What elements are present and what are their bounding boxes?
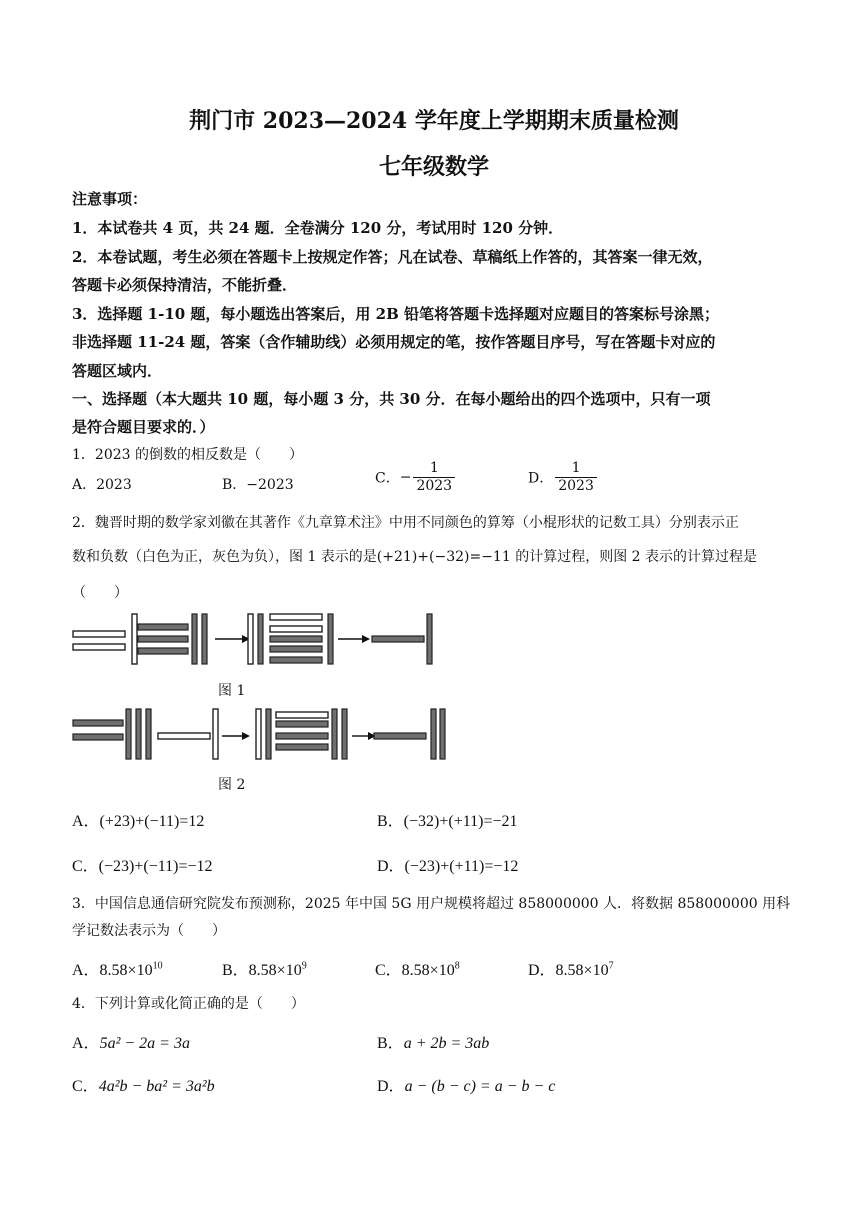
gray-rod	[258, 614, 263, 664]
white-rod	[270, 626, 322, 632]
option-base: C．8.58×10	[375, 962, 455, 979]
gray-rod	[266, 709, 271, 759]
gray-rod	[431, 709, 436, 759]
gray-rod	[138, 648, 188, 654]
notes-heading: 注意事项：	[72, 190, 148, 208]
question-2-option-a: A．(+23)+(−11)=12	[72, 813, 205, 830]
gray-rod	[276, 721, 328, 727]
gray-rod	[126, 709, 131, 759]
gray-rod	[136, 709, 141, 759]
option-c-sign: −	[399, 469, 412, 486]
white-rod	[73, 631, 125, 637]
option-expression: 5a² − 2a = 3a	[99, 1035, 190, 1052]
option-label: A．	[72, 1035, 100, 1052]
option-base: D．8.58×10	[528, 962, 609, 979]
exam-subtitle: 七年级数学	[378, 154, 489, 180]
gray-rod	[440, 709, 445, 759]
notes-item-2-line-1: 2．本卷试题，考生必须在答题卡上按规定作答；凡在试卷、草稿纸上作答的，其答案一律无效，	[72, 248, 713, 266]
gray-rod	[276, 733, 328, 739]
gray-rod	[138, 624, 188, 630]
figure-1-caption: 图 1	[218, 683, 246, 699]
exam-title: 荆门市 2023—2024 学年度上学期期末质量检测	[189, 108, 679, 134]
option-label: D．	[377, 1078, 405, 1095]
option-label: B．	[377, 1035, 404, 1052]
option-base: B．8.58×10	[222, 962, 302, 979]
question-1-option-d	[528, 460, 597, 495]
gray-rod	[146, 709, 151, 759]
option-exponent: 8	[454, 960, 460, 972]
question-2-line-2: 数和负数（白色为正，灰色为负），图 1 表示的是(+21)+(−32)=−11 的计算过程，则图 2 表示的计算过程是	[72, 549, 758, 565]
arrow-head-icon	[242, 732, 250, 740]
question-1-stem: 1．2023 的倒数的相反数是（ ）	[72, 447, 303, 463]
question-2-option-d: D．(−23)+(+11)=−12	[377, 858, 519, 875]
notes-item-2-line-2: 答题卡必须保持清洁，不能折叠．	[72, 276, 298, 294]
gray-rod	[138, 636, 188, 642]
option-exponent: 10	[152, 960, 163, 972]
gray-rod	[73, 720, 123, 726]
gray-rod	[328, 614, 333, 664]
gray-rod	[270, 646, 322, 652]
option-exponent: 7	[608, 960, 614, 972]
gray-rod	[342, 709, 347, 759]
question-3-option-c	[375, 957, 460, 980]
gray-rod	[270, 636, 322, 642]
figure-2-counting-rods	[70, 704, 450, 766]
option-exponent: 9	[301, 960, 307, 972]
option-expression: a − (b − c) = a − b − c	[404, 1078, 556, 1095]
white-rod	[158, 733, 210, 739]
gray-rod	[202, 614, 207, 664]
question-2-line-3: （ ）	[72, 585, 128, 601]
gray-rod	[73, 734, 123, 740]
white-rod	[248, 614, 253, 664]
question-3-option-b	[222, 957, 307, 980]
white-rod	[73, 644, 125, 650]
question-2-option-c: C．(−23)+(−11)=−12	[72, 858, 213, 875]
section-heading-line-1: 一、选择题（本大题共 10 题，每小题 3 分，共 30 分．在每小题给出的四个选项中，只有一项	[72, 390, 711, 408]
question-1-option-c	[375, 460, 455, 495]
option-expression: a + 2b = 3ab	[403, 1035, 490, 1052]
question-4-option-c	[72, 1073, 215, 1096]
question-4-option-d	[377, 1073, 555, 1096]
gray-rod	[374, 733, 426, 739]
fraction-numerator: 1	[413, 460, 455, 478]
option-d-fraction	[555, 460, 597, 495]
notes-item-3-line-2: 非选择题 11-24 题，答案（含作辅助线）必须用规定的笔，按作答题目序号，写在答题卡对应的	[72, 333, 716, 351]
white-rod	[256, 709, 261, 759]
gray-rod	[270, 657, 322, 663]
question-3-option-d	[528, 957, 614, 980]
notes-item-1: 1．本试卷共 4 页，共 24 题．全卷满分 120 分，考试用时 120 分钟．	[72, 219, 564, 237]
white-rod	[132, 614, 137, 664]
question-3-line-2: 学记数法表示为（ ）	[72, 923, 226, 939]
question-4-option-a	[72, 1030, 190, 1053]
white-rod	[276, 712, 328, 718]
gray-rod	[372, 636, 424, 642]
question-4-stem: 4．下列计算或化简正确的是（ ）	[72, 996, 305, 1012]
question-4-option-b	[377, 1030, 489, 1053]
question-3-option-a	[72, 957, 163, 980]
figure-2-caption: 图 2	[218, 777, 246, 793]
fraction-numerator: 1	[555, 460, 597, 478]
option-c-fraction	[413, 460, 455, 495]
question-1-option-b: B．−2023	[222, 477, 294, 493]
question-2-option-b: B．(−32)+(+11)=−21	[377, 813, 518, 830]
fraction-denominator: 2023	[416, 478, 453, 494]
gray-rod	[332, 709, 337, 759]
option-label: C．	[72, 1078, 99, 1095]
option-expression: 4a²b − ba² = 3a²b	[98, 1078, 215, 1095]
section-heading-line-2: 是符合题目要求的．）	[72, 418, 215, 436]
figure-1-counting-rods	[70, 610, 440, 670]
arrow-head-icon	[362, 635, 370, 643]
option-base: A．8.58×10	[72, 962, 153, 979]
question-1-option-a: A．2023	[72, 477, 132, 493]
question-2-line-1: 2．魏晋时期的数学家刘徽在其著作《九章算术注》中用不同颜色的算筹（小棍形状的记数工具）分别表示正	[72, 515, 739, 531]
question-3-line-1: 3．中国信息通信研究院发布预测称，2025 年中国 5G 用户规模将超过 858000000 人．将数据 858000000 用科	[72, 896, 791, 912]
gray-rod	[192, 614, 197, 664]
option-c-label: C．	[375, 470, 400, 487]
notes-item-3-line-1: 3．选择题 1-10 题，每小题选出答案后，用 2B 铅笔将答题卡选择题对应题目的答案标号涂黑；	[72, 305, 719, 323]
white-rod	[213, 709, 218, 759]
option-d-label: D．	[528, 470, 554, 487]
gray-rod	[276, 744, 328, 750]
white-rod	[270, 614, 322, 620]
gray-rod	[427, 614, 432, 664]
fraction-denominator: 2023	[558, 478, 594, 494]
notes-item-3-line-3: 答题区域内．	[72, 362, 163, 380]
